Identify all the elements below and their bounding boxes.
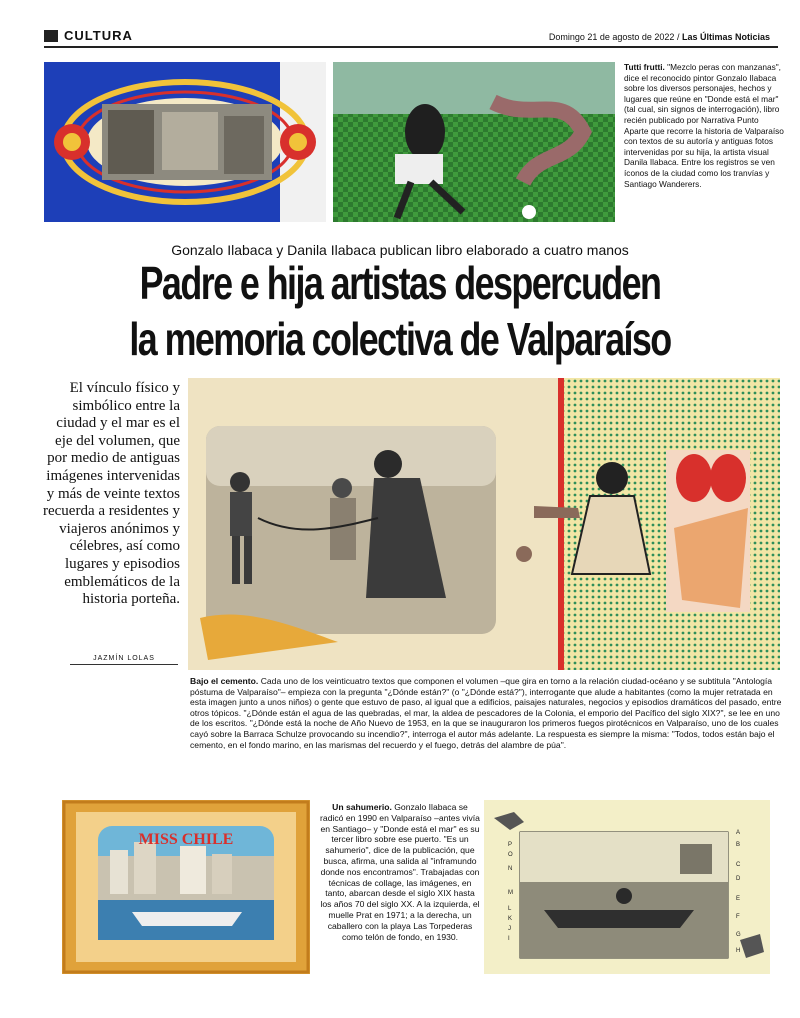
engraving-letter: D — [736, 876, 741, 882]
caption-lead: Tutti frutti. — [624, 62, 665, 72]
postcard-miss-chile — [62, 800, 310, 974]
engraving-letter: B — [736, 842, 741, 848]
caption-text: "Mezclo peras con manzanas", dice el reconocido pintor Gonzalo Ilabaca sobre los diversos personajes, hechos y lugares que reúne en "Donde está el mar" (tal cual, sin signos de interrogación), libro recién publicado por Narrativa Punto Aparte que recorre la historia de Valparaíso con textos de su autoría y antiguas fotos intervenidas por su hija, la artista visual Danila Ilabaca. Entre los registros se ven íconos de la ciudad como los tranvías y Santiago Wanderers. — [624, 62, 784, 189]
caption-bajo-el-cemento — [190, 676, 782, 750]
article-title-line1: Padre e hija artistas despercuden — [139, 257, 661, 309]
engraving-letter: A — [736, 830, 741, 836]
article-lead: El vínculo físico y simbólico entre la ciudad y el mar es el eje del volumen, que por medio de antiguas imágenes intervenidas y más de veinte textos recuerda a residentes y viajeros anónimos y célebres, así como lugares y episodios emblemáticos de la historia porteña. — [42, 380, 180, 608]
engraving-letter: E — [736, 896, 741, 902]
engraving-letter: P — [508, 842, 513, 848]
header-publication: Las Últimas Noticias — [681, 32, 770, 42]
photo-street-collage — [44, 62, 326, 222]
engraving-letter: C — [736, 862, 741, 868]
engraving-letter: J — [508, 926, 511, 932]
engraving-letter: N — [508, 866, 513, 872]
header-rule — [44, 46, 778, 48]
header-dateline — [549, 32, 770, 42]
caption-lead: Un sahumerio. — [332, 802, 392, 812]
engraving-letter: F — [736, 914, 740, 920]
main-collage-image — [188, 378, 780, 670]
caption-lead: Bajo el cemento. — [190, 676, 259, 686]
article-byline: JAZMÍN LOLAS — [70, 655, 178, 665]
section-logo-icon — [44, 30, 58, 42]
section-name: CULTURA — [64, 28, 133, 43]
article-kicker: Gonzalo Ilabaca y Danila Ilabaca publican libro elaborado a cuatro manos — [171, 242, 629, 258]
article-title-line2: la memoria colectiva de Valparaíso — [129, 313, 671, 365]
engraving-letter: H — [736, 948, 741, 954]
header-date: Domingo 21 de agosto de 2022 / — [548, 32, 680, 42]
engraving-letter: L — [508, 906, 512, 912]
engraving-letter: O — [508, 852, 513, 858]
caption-text: Cada uno de los veinticuatro textos que componen el volumen –que gira en torno a la relación ciudad-océano y se subtitula "Antología póstuma de Valparaíso"– empieza con la pregunta "¿Dónde están?" (o "¿Dónde está?"), interrogante que alude a habitantes (como la mujer retratada en esta imagen junto a unos niños) o gente que estuvo de paso, al igual que a edificios, paisajes naturales, negocios y episodios dramáticos del pasado, entre otros tópicos. "¿Dónde están el agua de las quebradas, el mar, la aldea de pescadores de la Colonia, el emporio del Pacífico del siglo XIX?", se lee en uno de los escritos. "¿Dónde está la noche de Año Nuevo de 1953, en la que se inauguraron los primeros fuegos pirotécnicos en Valparaíso, uno de los cuales cayó sobre la Barraca Schulze provocando su incendio?", interroga el autor más adelante. La respuesta es siempre la misma: "Todos, todos están bajo el cemento, en el fondo marino, en las marismas del recuerdo y el fuego, detrás del alambre de púa". — [190, 676, 782, 750]
photo-football-collage — [333, 62, 615, 222]
caption-un-sahumerio — [320, 802, 480, 942]
engraving-letter: M — [508, 890, 513, 896]
postcard-title: MISS CHILE — [138, 831, 234, 848]
caption-tutti-frutti — [624, 62, 784, 189]
engraving-letter: I — [508, 936, 510, 942]
engraving-torpederas — [484, 800, 770, 974]
engraving-letter: G — [736, 932, 741, 938]
caption-text: Gonzalo Ilabaca se radicó en 1990 en Valparaíso –antes vivía en Santiago– y "Donde está el mar" es su tercer libro sobre ese puerto. "Es un sahumerio", dice de la publicación, que busca, afirma, una salida al "inframundo donde nos encontramos". Trabajadas con técnicas de collage, las imágenes, en tanto, abarcan desde el siglo XIX hasta los años 70 del siglo XX. A la izquierda, el muelle Prat en 1971; a la derecha, un caballero con la playa Las Torpederas como telón de fondo, en 1930. — [320, 802, 480, 942]
engraving-letter: K — [508, 916, 513, 922]
